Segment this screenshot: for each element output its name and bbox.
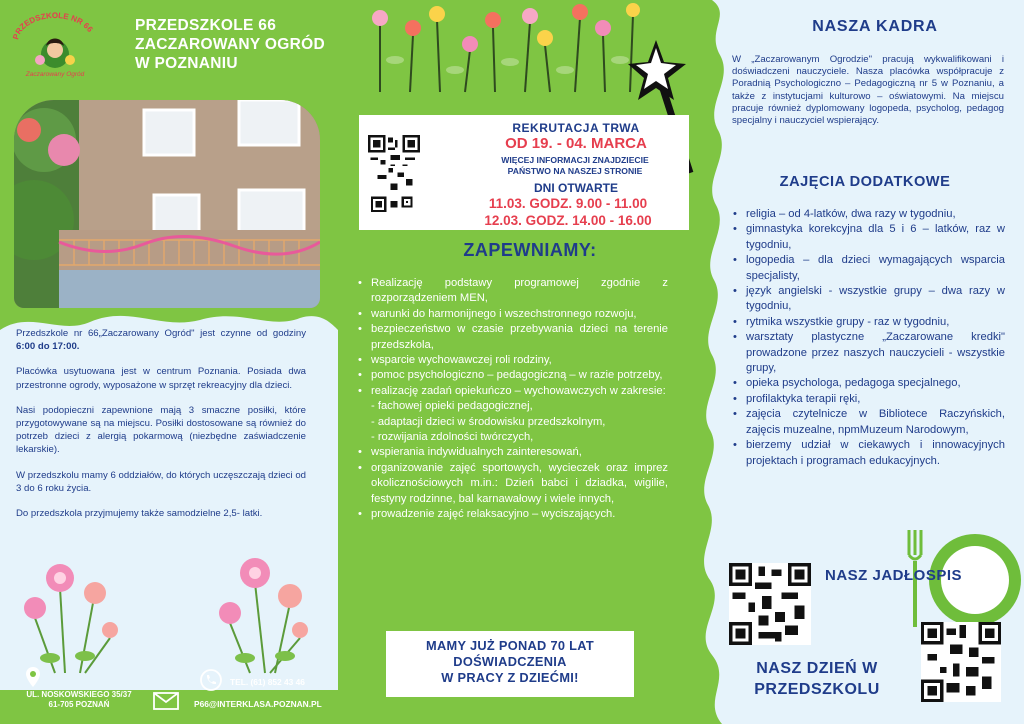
guarantee-item: • warunki do harmonijnego i wszechstronnego rozwoju, [358,307,668,322]
guarantee-item: • prowadzenie zajęć relaksacyjno – wyciszających. [358,507,668,522]
staff-title: NASZA KADRA [812,18,938,35]
activity-item: • religia – od 4-latków, dwa razy w tygodniu, [733,207,1005,222]
menu-title: NASZ JADŁOSPIS [825,567,963,584]
open-days-list [448,196,688,229]
daily-schedule-line-1: NASZ DZIEŃ W [756,660,878,677]
activity-item: • zajęcia czytelnicze w Bibliotece Raczyńskich, zajęcis muzealne, npmMuzeum Narodowym, [733,407,1005,438]
about-hours-text: Przedszkole nr 66„Zaczarowany Ogród" jest czynne od godziny [16,328,306,339]
flowers-decoration-left [15,548,325,678]
email-icon [153,692,179,710]
experience-line-1: MAMY JUŻ PONAD 70 LAT [426,638,594,653]
contact-phone[interactable]: TEL. (61) 852 43 46 [230,677,305,687]
school-title [135,16,345,73]
address-street: UL. NOSKOWSKIEGO 35/37 [26,690,132,699]
about-location-paragraph: Placówka usytuowana jest w centrum Poznania. Posiada dwa przestronne ogrody, wyposażone w sprzęt rekreacyjny dla dzieci. [16,366,306,391]
activity-item: • rytmika wszystkie grupy - raz w tygodniu, [733,315,1005,330]
school-title-line-3: W POZNANIU [135,55,238,72]
guarantee-item: • wsparcie wychowawczej roli rodziny, [358,353,668,368]
about-age-paragraph: Do przedszkola przyjmujemy także samodzielne 2,5- latki. [16,508,263,520]
open-days-title: DNI OTWARTE [534,181,618,195]
phone-icon [200,669,222,691]
activity-item: • warsztaty plastyczne „Zaczarowane kredki" prowadzone przez naszych nauczycieli - wszystkie grupy, [733,330,1005,376]
school-title-line-2: ZACZAROWANY OGRÓD [135,36,325,53]
svg-text:Zaczarowany Ogród: Zaczarowany Ogród [25,71,85,78]
activity-item: • bierzemy udział w ciekawych i innowacyjnych projektach i programach edukacyjnych. [733,438,1005,469]
experience-text [392,638,628,686]
about-section [16,327,306,532]
recruitment-dates: OD 19. - 04. MARCA [505,135,647,152]
guarantee-item: • pomoc psychologiczno – pedagogiczną – w razie potrzeby, [358,368,668,383]
address-city: 61-705 POZNAŃ [48,700,110,709]
about-hours-value: 6:00 do 17:00. [16,341,80,353]
daily-schedule-title [722,658,912,700]
daily-schedule-line-2: PRZEDSZKOLU [754,681,880,698]
about-hours-paragraph [16,327,306,353]
experience-line-3: W PRACY Z DZIEĆMI! [441,670,579,685]
school-logo [10,12,100,80]
guarantee-item: • Realizację podstawy programowej zgodnie z rozporządzeniem MEN, [358,276,668,307]
guarantee-item: • wspierania indywidualnych zainteresowań, [358,445,668,460]
guarantee-item: • realizację zadań opiekuńczo – wychowawczych w zakresie: [358,384,668,399]
guarantee-item: - adaptacji dzieci w środowisku przedszkolnym, [371,415,606,428]
guarantee-item: - fachowej opieki pedagogicznej, [371,400,533,413]
guarantees-list [358,276,668,523]
contact-address [14,690,144,710]
location-pin-icon [26,667,40,687]
activities-title: ZAJĘCIA DODATKOWE [779,174,951,190]
open-day-1: 11.03. GODZ. 9.00 - 11.00 [488,196,648,211]
guarantee-item: • bezpieczeństwo w czasie przebywania dzieci na terenie przedszkola, [358,322,668,353]
guarantee-item: • organizowanie zajęć sportowych, wycieczek oraz imprez okolicznościowych m.in.: Dzień babci i dziadka, wigilie, festyny rodzinne, bal karnawałowy i wiele innych, [358,461,668,507]
activity-item: • logopedia – dla dzieci wymagających wsparcia specjalisty, [733,253,1005,284]
experience-line-2: DOŚWIADCZENIA [453,654,567,669]
activity-item: • profilaktyka terapii ręki, [733,392,1005,407]
svg-text:PRZEDSZKOLE NR 66: PRZEDSZKOLE NR 66 [11,12,95,41]
guarantee-item: - rozwijania zdolności twórczych, [371,431,534,444]
activity-item: • opieka psychologa, pedagoga specjalnego, [733,376,1005,391]
about-meals-paragraph: Nasi podopieczni zapewnione mają 3 smaczne posiłki, które przygotowywane są na miejscu. Posiłki dostosowane są również do potrzeb dzieci z alergią pokarmową (niezbędne zaświadczenie lekarskie). [16,404,306,456]
about-groups-paragraph: W przedszkolu mamy 6 oddziałów, do których uczęszczają dzieci od 3 do 6 roku życia. [16,469,306,494]
open-day-2: 12.03. GODZ. 14.00 - 16.00 [484,212,652,228]
flowers-decoration-top [365,0,650,95]
recruitment-info-line-1: WIĘCEJ INFORMACJI ZNAJDZIECIE [501,155,649,165]
school-building-photo [14,100,320,308]
guarantees-title: ZAPEWNIAMY: [463,240,597,260]
daily-schedule-qr-code[interactable] [921,622,1001,702]
activities-list [733,207,1005,469]
contact-email[interactable]: P66@INTERKLASA.POZNAN.PL [194,699,322,709]
recruitment-qr-code-lower [368,166,420,212]
recruitment-info-line-2: PAŃSTWO NA NASZEJ STRONIE [507,166,643,176]
school-title-line-1: PRZEDSZKOLE 66 [135,17,277,34]
recruitment-title: REKRUTACJA TRWA [512,121,640,135]
activity-item: • gimnastyka korekcyjna dla 5 i 6 – latków, raz w tygodniu, [733,222,1005,253]
recruitment-info [459,155,691,177]
activity-item: • język angielski - wszystkie grupy – dwa razy w tygodniu, [733,284,1005,315]
staff-text: W „Zaczarowanym Ogrodzie" pracują wykwalifikowani i doświadczeni nauczyciele. Nasza placówka współpracuje z Poradnią Psychologiczno – Pedagogiczną nr 5 w Poznaniu, a także z instytucjami kulturowo – oświatowymi. Na miejscu pracuje również dyplomowany logopeda, psycholog, pedagog specjalny i nauczyciel wspierający. [732,54,1004,127]
menu-qr-code[interactable] [729,563,811,645]
